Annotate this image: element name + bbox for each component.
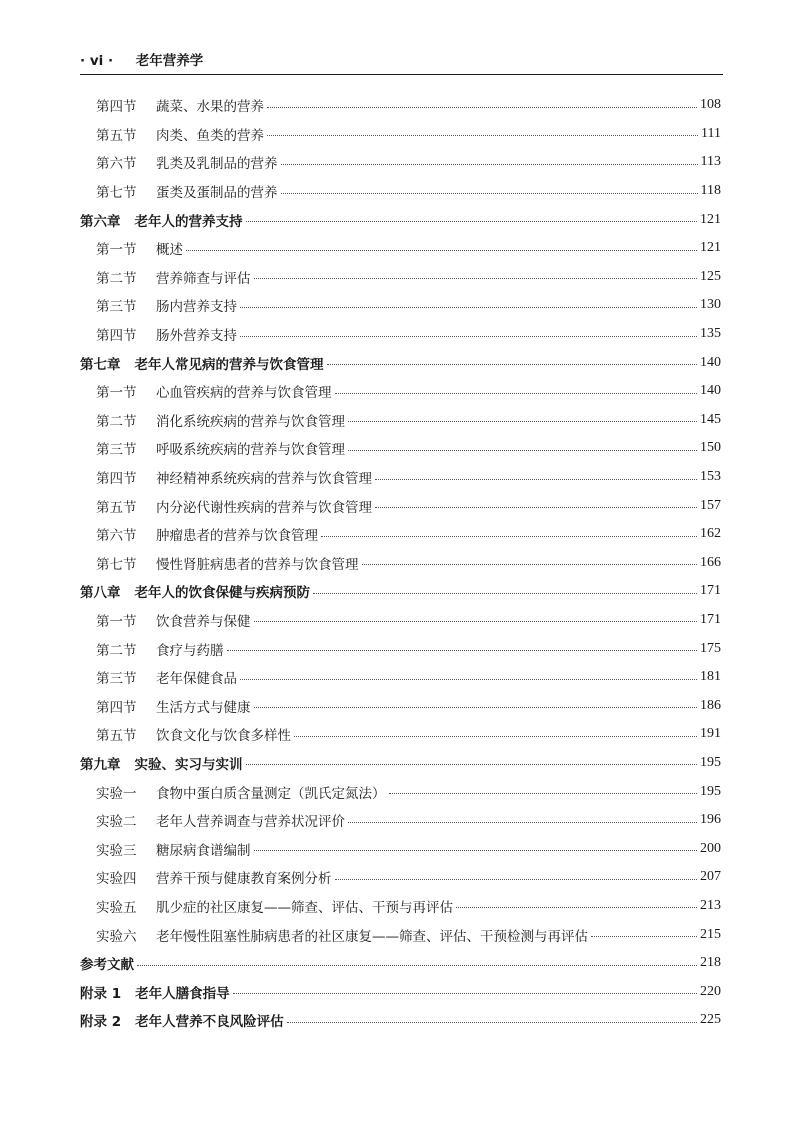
book-title: 老年营养学 [135, 53, 204, 69]
entry-number: 附录 1 [80, 985, 122, 1002]
entry-title: 老年保健食品 [156, 671, 237, 688]
entry-page-number: 108 [700, 97, 721, 113]
running-header [80, 52, 723, 75]
entry-number: 第三节 [96, 671, 137, 688]
entry-number: 第五节 [96, 127, 137, 144]
entry-number: 实验二 [96, 814, 137, 831]
entry-page-number: 181 [700, 669, 721, 685]
entry-page-number: 140 [700, 354, 721, 370]
entry-number: 第二节 [96, 270, 137, 287]
toc-section-entry[interactable] [80, 920, 721, 949]
entry-page-number: 195 [700, 754, 721, 770]
entry-title: 老年慢性阻塞性肺病患者的社区康复——筛查、评估、干预检测与再评估 [156, 928, 588, 945]
dot-leader [362, 564, 698, 565]
toc-section-entry[interactable] [80, 91, 721, 120]
entry-page-number: 225 [700, 1012, 721, 1028]
entry-title: 消化系统疾病的营养与饮食管理 [156, 413, 345, 430]
entry-number: 第五节 [96, 499, 137, 516]
entry-title: 实验、实习与实训 [134, 756, 243, 773]
entry-page-number: 113 [700, 154, 721, 170]
toc-section-entry[interactable] [80, 120, 721, 149]
entry-number: 实验五 [96, 899, 137, 916]
dot-leader [186, 250, 697, 251]
entry-page-number: 118 [700, 183, 721, 199]
toc-section-entry[interactable] [80, 606, 721, 635]
toc-section-entry[interactable] [80, 463, 721, 492]
dot-leader [335, 879, 698, 880]
entry-title: 饮食营养与保健 [156, 613, 251, 630]
toc-chapter-entry[interactable] [80, 348, 721, 377]
entry-page-number: 162 [700, 526, 721, 542]
entry-number: 第六节 [96, 528, 137, 545]
entry-number: 第三节 [96, 299, 137, 316]
entry-title: 参考文献 [80, 957, 134, 974]
entry-title: 饮食文化与饮食多样性 [156, 728, 291, 745]
toc-section-entry[interactable] [80, 291, 721, 320]
toc-section-entry[interactable] [80, 491, 721, 520]
entry-number: 第四节 [96, 328, 137, 345]
entry-page-number: 191 [700, 726, 721, 742]
dot-leader [227, 650, 698, 651]
toc-section-entry[interactable] [80, 406, 721, 435]
entry-page-number: 140 [700, 383, 721, 399]
entry-title: 概述 [156, 242, 183, 259]
toc-section-entry[interactable] [80, 634, 721, 663]
dot-leader [267, 107, 697, 108]
dot-leader [233, 993, 697, 994]
dot-leader [137, 965, 697, 966]
toc-chapter-entry[interactable] [80, 205, 721, 234]
entry-number: 第一节 [96, 242, 137, 259]
entry-page-number: 153 [700, 469, 721, 485]
entry-title: 内分泌代谢性疾病的营养与饮食管理 [156, 499, 372, 516]
dot-leader [348, 450, 697, 451]
toc-section-entry[interactable] [80, 434, 721, 463]
entry-page-number: 195 [700, 783, 721, 799]
toc-section-entry[interactable] [80, 520, 721, 549]
entry-title: 老年人的饮食保健与疾病预防 [134, 585, 310, 602]
entry-number: 实验三 [96, 842, 137, 859]
entry-number: 第三节 [96, 442, 137, 459]
dot-leader [254, 278, 698, 279]
entry-number: 第一节 [96, 385, 137, 402]
entry-number: 第七节 [96, 556, 137, 573]
entry-title: 食疗与药膳 [156, 642, 224, 659]
dot-leader [281, 193, 698, 194]
entry-number: 第二节 [96, 642, 137, 659]
entry-page-number: 200 [700, 840, 721, 856]
dot-leader [375, 507, 697, 508]
toc-section-entry[interactable] [80, 549, 721, 578]
entry-title: 肌少症的社区康复——筛查、评估、干预与再评估 [156, 899, 453, 916]
dot-leader [335, 393, 698, 394]
entry-page-number: 171 [700, 611, 721, 627]
dot-leader [456, 907, 697, 908]
dot-leader [294, 736, 697, 737]
entry-number: 实验四 [96, 871, 137, 888]
toc-chapter-entry[interactable] [80, 1006, 721, 1035]
dot-leader [327, 364, 698, 365]
entry-page-number: 213 [700, 897, 721, 913]
entry-page-number: 121 [700, 211, 721, 227]
entry-title: 乳类及乳制品的营养 [156, 156, 278, 173]
toc-section-entry[interactable] [80, 806, 721, 835]
entry-number: 第六节 [96, 156, 137, 173]
entry-number: 第七节 [96, 185, 137, 202]
page-marker: · vi · [80, 53, 114, 69]
toc-section-entry[interactable] [80, 777, 721, 806]
dot-leader [246, 221, 698, 222]
entry-page-number: 186 [700, 697, 721, 713]
toc-section-entry[interactable] [80, 663, 721, 692]
entry-page-number: 175 [700, 640, 721, 656]
entry-title: 糖尿病食谱编制 [156, 842, 251, 859]
toc-section-entry[interactable] [80, 834, 721, 863]
dot-leader [281, 164, 698, 165]
entry-page-number: 150 [700, 440, 721, 456]
entry-number: 附录 2 [80, 1014, 122, 1031]
dot-leader [348, 822, 697, 823]
entry-title: 蔬菜、水果的营养 [156, 99, 264, 116]
entry-title: 肉类、鱼类的营养 [156, 127, 264, 144]
dot-leader [240, 336, 697, 337]
toc-section-entry[interactable] [80, 863, 721, 892]
entry-number: 第四节 [96, 471, 137, 488]
entry-number: 实验六 [96, 928, 137, 945]
entry-title: 老年人营养调查与营养状况评价 [156, 814, 345, 831]
toc-chapter-entry[interactable] [80, 977, 721, 1006]
entry-title: 老年人膳食指导 [135, 985, 230, 1002]
entry-number: 第二节 [96, 413, 137, 430]
toc-section-entry[interactable] [80, 177, 721, 206]
dot-leader [591, 936, 697, 937]
entry-page-number: 196 [700, 812, 721, 828]
dot-leader [348, 421, 697, 422]
toc-chapter-entry[interactable] [80, 949, 721, 978]
toc-section-entry[interactable] [80, 892, 721, 921]
entry-page-number: 215 [700, 926, 721, 942]
entry-page-number: 135 [700, 326, 721, 342]
entry-title: 神经精神系统疾病的营养与饮食管理 [156, 471, 372, 488]
toc-section-entry[interactable] [80, 148, 721, 177]
entry-page-number: 111 [701, 125, 721, 141]
entry-title: 肿瘤患者的营养与饮食管理 [156, 528, 318, 545]
entry-title: 肠内营养支持 [156, 299, 237, 316]
entry-page-number: 130 [700, 297, 721, 313]
toc-chapter-entry[interactable] [80, 749, 721, 778]
entry-title: 肠外营养支持 [156, 328, 237, 345]
dot-leader [321, 536, 697, 537]
entry-number: 第九章 [80, 756, 121, 773]
entry-title: 老年人的营养支持 [134, 213, 243, 230]
dot-leader [254, 707, 698, 708]
entry-number: 第四节 [96, 699, 137, 716]
dot-leader [240, 307, 697, 308]
dot-leader [267, 135, 698, 136]
dot-leader [389, 793, 698, 794]
entry-number: 第八章 [80, 585, 121, 602]
entry-title: 慢性肾脏病患者的营养与饮食管理 [156, 556, 359, 573]
entry-number: 第一节 [96, 613, 137, 630]
entry-page-number: 218 [700, 955, 721, 971]
entry-number: 第四节 [96, 99, 137, 116]
entry-number: 第五节 [96, 728, 137, 745]
entry-page-number: 157 [700, 497, 721, 513]
entry-number: 实验一 [96, 785, 137, 802]
toc-section-entry[interactable] [80, 377, 721, 406]
dot-leader [246, 764, 698, 765]
dot-leader [240, 679, 697, 680]
entry-title: 生活方式与健康 [156, 699, 251, 716]
entry-title: 蛋类及蛋制品的营养 [156, 185, 278, 202]
dot-leader [254, 621, 698, 622]
entry-page-number: 207 [700, 869, 721, 885]
toc-section-entry[interactable] [80, 234, 721, 263]
entry-page-number: 125 [700, 268, 721, 284]
toc-section-entry[interactable] [80, 691, 721, 720]
entry-title: 营养干预与健康教育案例分析 [156, 871, 332, 888]
entry-page-number: 171 [700, 583, 721, 599]
dot-leader [313, 593, 697, 594]
dot-leader [254, 850, 698, 851]
toc-chapter-entry[interactable] [80, 577, 721, 606]
entry-number: 第六章 [80, 213, 121, 230]
entry-title: 心血管疾病的营养与饮食管理 [156, 385, 332, 402]
entry-number: 第七章 [80, 356, 121, 373]
entry-title: 老年人营养不良风险评估 [135, 1014, 284, 1031]
table-of-contents [80, 91, 721, 1035]
entry-page-number: 220 [700, 983, 721, 999]
dot-leader [287, 1022, 697, 1023]
entry-title: 呼吸系统疾病的营养与饮食管理 [156, 442, 345, 459]
entry-title: 老年人常见病的营养与饮食管理 [134, 356, 324, 373]
toc-section-entry[interactable] [80, 263, 721, 292]
dot-leader [375, 479, 697, 480]
entry-page-number: 145 [700, 411, 721, 427]
toc-section-entry[interactable] [80, 320, 721, 349]
entry-page-number: 166 [700, 554, 721, 570]
entry-title: 食物中蛋白质含量测定（凯氏定氮法） [156, 785, 386, 802]
entry-title: 营养筛查与评估 [156, 270, 251, 287]
toc-section-entry[interactable] [80, 720, 721, 749]
entry-page-number: 121 [700, 240, 721, 256]
